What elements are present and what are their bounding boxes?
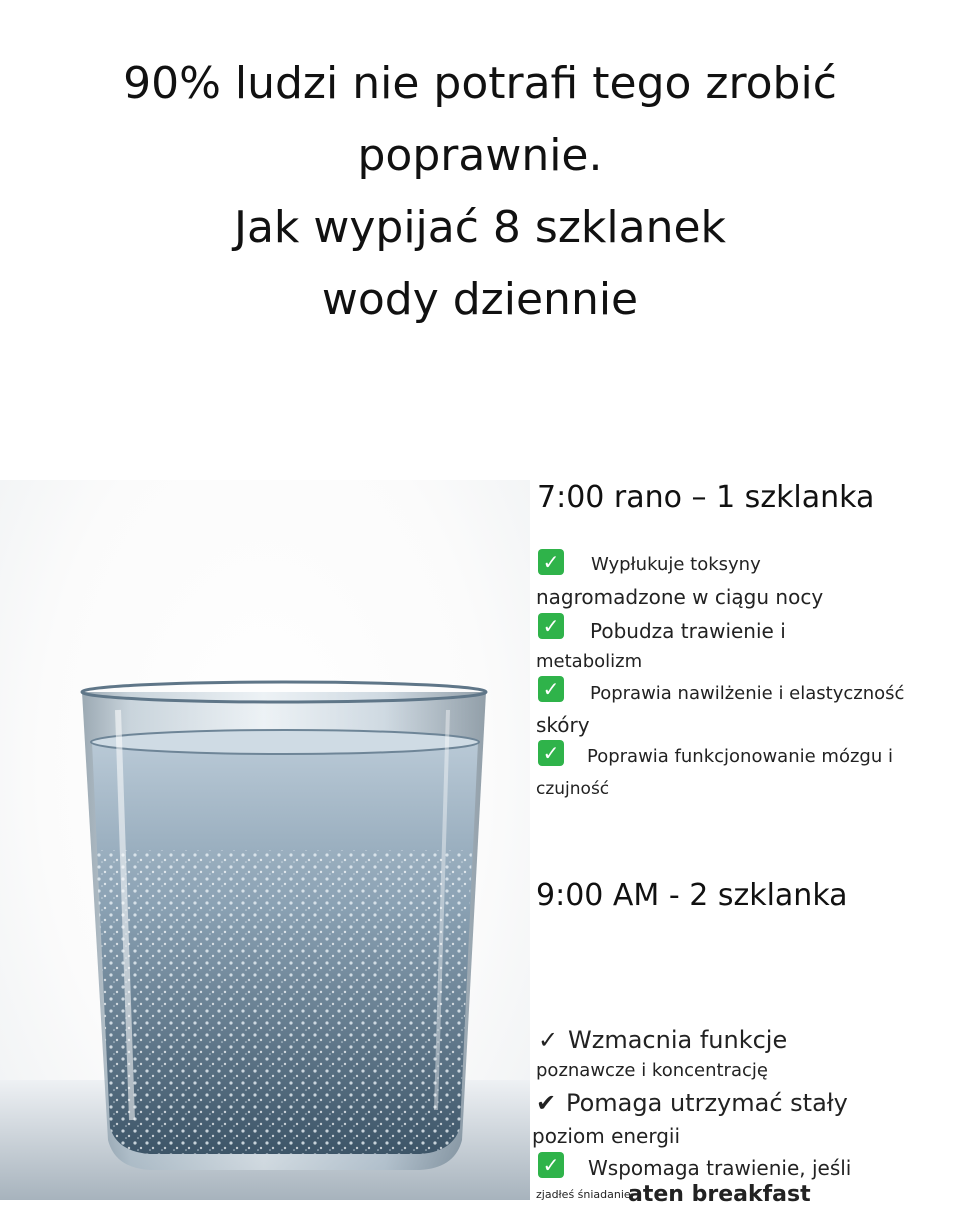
section-title-7am: 7:00 rano – 1 szklanka: [537, 480, 875, 515]
headline-line-4: wody dziennie: [321, 274, 639, 325]
heavy-checkmark-icon: ✔: [536, 1089, 557, 1117]
benefit-6-line-2: poziom energii: [532, 1124, 681, 1148]
water-glass-photo: [0, 480, 530, 1200]
benefit-6-line-1: Pomaga utrzymać stały: [566, 1089, 848, 1117]
headline: [0, 48, 960, 336]
headline-line-1: 90% ludzi nie potrafi tego zrobić: [123, 58, 837, 109]
benefit-3-line-1: Poprawia nawilżenie i elastyczność: [590, 683, 905, 704]
benefit-4-line-2: czujność: [536, 779, 610, 799]
benefit-2-line-2: metabolizm: [536, 651, 643, 672]
check-mark-icon: ✓: [538, 613, 564, 639]
benefit-5-line-2: poznawcze i koncentrację: [536, 1060, 768, 1081]
check-mark-icon: ✓: [538, 1152, 564, 1178]
section-title-9am: 9:00 AM - 2 szklanka: [536, 878, 848, 913]
benefit-4-line-1: Poprawia funkcjonowanie mózgu i: [587, 746, 893, 767]
benefit-2-line-1: Pobudza trawienie i: [590, 619, 786, 643]
benefit-7-line-2: zjadłeś śniadanie: [536, 1188, 631, 1201]
checkmark-icon: ✓: [538, 1026, 559, 1054]
benefit-5-line-1: Wzmacnia funkcje: [568, 1026, 788, 1054]
check-mark-icon: ✓: [538, 549, 564, 575]
headline-line-2: poprawnie.: [357, 130, 603, 181]
benefit-3-line-2: skóry: [536, 713, 590, 737]
overlapping-text: aten breakfast: [628, 1182, 811, 1207]
benefit-7-line-1: Wspomaga trawienie, jeśli: [588, 1156, 852, 1180]
benefit-1-line-2: nagromadzone w ciągu nocy: [536, 585, 824, 609]
check-mark-icon: ✓: [538, 676, 564, 702]
headline-line-3: Jak wypijać 8 szklanek: [233, 202, 727, 253]
benefit-1-line-1: Wypłukuje toksyny: [591, 554, 761, 575]
check-mark-icon: ✓: [538, 740, 564, 766]
water-glass-illustration: [0, 480, 530, 1200]
